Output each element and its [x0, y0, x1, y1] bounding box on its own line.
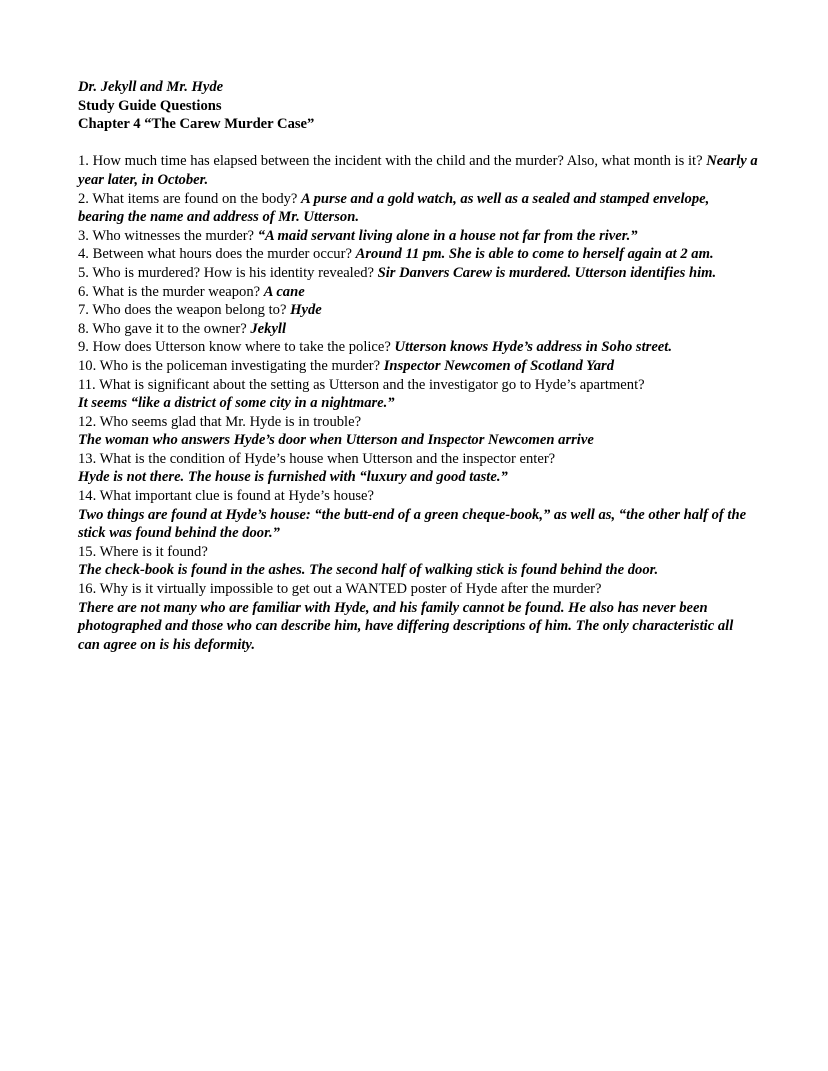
question-item [78, 320, 758, 339]
question-text: 4. Between what hours does the murder occur? [78, 246, 356, 263]
answer-text: A cane [263, 283, 305, 300]
answer-text: Two things are found at Hyde’s house: “the butt-end of a green cheque-book,” as well as, “the other half of the stick was found behind the door.” [78, 506, 747, 542]
answer-text: There are not many who are familiar with Hyde, and his family cannot be found. He also has never been photographed and those who can describe him, have differing descriptions of him. The only characteristic all can agree on is his deformity. [78, 599, 734, 653]
answer-text: Utterson knows Hyde’s address in Soho street. [394, 339, 672, 356]
question-text: 8. Who gave it to the owner? [78, 320, 251, 337]
question-item [78, 357, 758, 376]
question-text: 5. Who is murdered? How is his identity revealed? [78, 264, 378, 281]
question-item [78, 543, 758, 580]
question-text: 6. What is the murder weapon? [78, 283, 264, 300]
question-item [78, 487, 758, 543]
question-item [78, 450, 758, 487]
answer-text: Nearly a year later, in October. [78, 153, 758, 188]
question-item [78, 245, 758, 264]
answer-text: Inspector Newcomen of Scotland Yard [383, 357, 615, 374]
answer-text: It seems “like a district of some city in a nightmare.” [78, 395, 395, 412]
answer-text: Jekyll [250, 320, 287, 337]
question-item [78, 264, 758, 283]
question-item [78, 283, 758, 302]
document-page [78, 78, 758, 654]
answer-text: Hyde is not there. The house is furnished with “luxury and good taste.” [78, 469, 508, 486]
question-item [78, 376, 758, 413]
answer-text: Sir Danvers Carew is murdered. Utterson identifies him. [377, 264, 717, 281]
question-item [78, 338, 758, 357]
question-text: 13. What is the condition of Hyde’s house when Utterson and the inspector enter? [78, 450, 556, 467]
question-list [78, 152, 758, 654]
document-subtitle: Study Guide Questions [78, 97, 222, 114]
question-text: 14. What important clue is found at Hyde’s house? [78, 488, 375, 505]
answer-text: Around 11 pm. She is able to come to herself again at 2 am. [355, 246, 714, 263]
question-text: 11. What is significant about the setting as Utterson and the investigator go to Hyde’s apartment? [78, 376, 645, 393]
chapter-heading: Chapter 4 “The Carew Murder Case” [78, 116, 315, 133]
question-text: 7. Who does the weapon belong to? [78, 302, 291, 319]
answer-text: The check-book is found in the ashes. The second half of walking stick is found behind the door. [78, 562, 659, 579]
question-item [78, 190, 758, 227]
document-title: Dr. Jekyll and Mr. Hyde [78, 79, 224, 95]
question-item [78, 580, 758, 654]
question-text: 9. How does Utterson know where to take the police? [78, 339, 395, 356]
answer-text: Hyde [290, 302, 322, 319]
question-item [78, 413, 758, 450]
question-text: 12. Who seems glad that Mr. Hyde is in trouble? [78, 413, 362, 430]
question-text: 2. What items are found on the body? [78, 190, 302, 207]
answer-text: The woman who answers Hyde’s door when Utterson and Inspector Newcomen arrive [78, 432, 594, 449]
question-text: 3. Who witnesses the murder? [78, 227, 258, 244]
answer-text: A purse and a gold watch, as well as a sealed and stamped envelope, bearing the name and address of Mr. Utterson. [78, 190, 710, 226]
question-text: 15. Where is it found? [78, 543, 208, 560]
question-item [78, 301, 758, 320]
question-item [78, 152, 758, 189]
question-item [78, 227, 758, 246]
question-text: 16. Why is it virtually impossible to get out a WANTED poster of Hyde after the murder? [78, 581, 602, 598]
question-text: 1. How much time has elapsed between the incident with the child and the murder? Also, what month is it? [78, 153, 707, 170]
question-text: 10. Who is the policeman investigating the murder? [78, 357, 384, 374]
answer-text: “A maid servant living alone in a house not far from the river.” [257, 227, 638, 244]
